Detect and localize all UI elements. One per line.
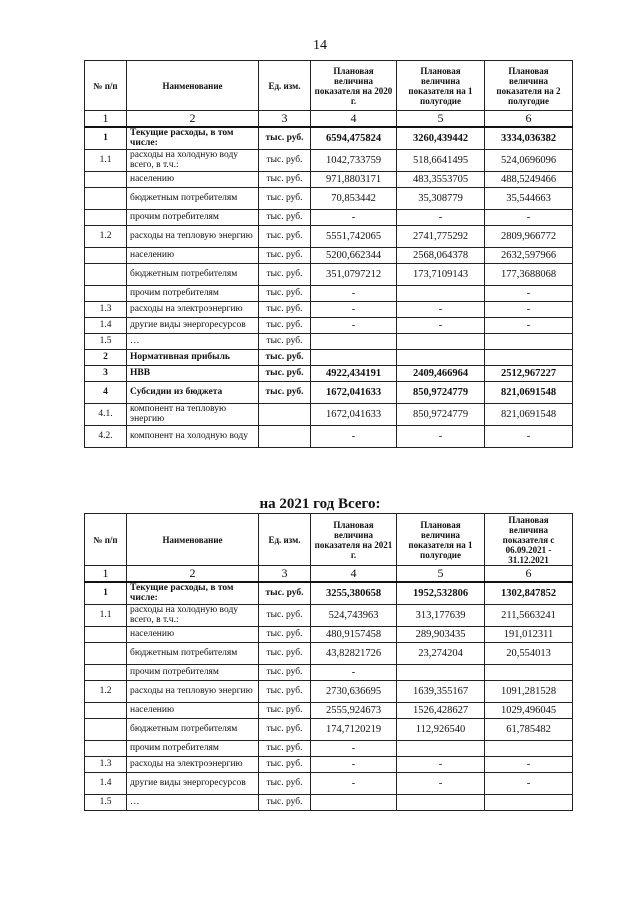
row-value: 20,554013 [485,642,573,664]
table-row [85,127,573,149]
row-value: 480,9157458 [311,626,397,642]
header-plan-year: Плановая величина показателя на 2021 г. [311,514,397,566]
table-row [85,225,573,247]
table-row [85,642,573,664]
header-name: Наименование [127,514,259,566]
row-value: 289,903435 [397,626,485,642]
row-number: 1.2 [85,225,127,247]
row-value: 1952,532806 [397,582,485,604]
row-name: Нормативная прибыль [127,349,259,365]
table-row [85,604,573,626]
table-row [85,756,573,772]
row-value: - [311,285,397,301]
table-row [85,772,573,794]
row-name: расходы на электроэнергию [127,301,259,317]
row-unit: тыс. руб. [259,209,311,225]
row-number: 1.4 [85,317,127,333]
colnum: 3 [259,566,311,583]
table-row [85,582,573,604]
table-row [85,209,573,225]
row-number [85,718,127,740]
header-plan-h2: Плановая величина показателя на 2 полугодие [485,61,573,111]
row-value: 4922,434191 [311,365,397,381]
row-value [485,740,573,756]
row-unit: тыс. руб. [259,285,311,301]
row-value: 1672,041633 [311,381,397,403]
row-value: - [311,740,397,756]
row-value [397,285,485,301]
row-value: - [397,317,485,333]
row-value [485,333,573,349]
row-value: 211,5663241 [485,604,573,626]
row-number: 1.5 [85,794,127,810]
row-value: 3260,439442 [397,127,485,149]
row-value: 2568,064378 [397,247,485,263]
row-unit: тыс. руб. [259,702,311,718]
row-name: прочим потребителям [127,740,259,756]
table-row [85,403,573,425]
row-value [485,349,573,365]
row-name: населению [127,702,259,718]
row-value: - [397,209,485,225]
row-unit: тыс. руб. [259,349,311,365]
column-number-row [85,566,573,583]
row-value: 2632,597966 [485,247,573,263]
row-value: 351,0797212 [311,263,397,285]
table-row [85,664,573,680]
row-number [85,285,127,301]
row-value: 112,926540 [397,718,485,740]
row-number [85,209,127,225]
row-value: - [311,756,397,772]
row-value: 1302,847852 [485,582,573,604]
row-value: 2741,775292 [397,225,485,247]
row-value [397,664,485,680]
header-plan-period: Плановая величина показателя с 06.09.2021 - 31.12.2021 [485,514,573,566]
row-number [85,702,127,718]
row-unit: тыс. руб. [259,187,311,209]
row-value: - [311,772,397,794]
row-name: бюджетным потребителям [127,263,259,285]
row-name: другие виды энергоресурсов [127,317,259,333]
row-name: Текущие расходы, в том числе: [127,582,259,604]
row-value: 1639,355167 [397,680,485,702]
row-unit: тыс. руб. [259,718,311,740]
row-value [311,349,397,365]
row-unit: тыс. руб. [259,664,311,680]
row-number: 1.5 [85,333,127,349]
row-value: 483,3553705 [397,171,485,187]
row-value: 821,0691548 [485,403,573,425]
table-row [85,301,573,317]
table-row [85,365,573,381]
row-unit: тыс. руб. [259,171,311,187]
row-name: бюджетным потребителям [127,642,259,664]
row-value [485,664,573,680]
table-header-row [85,61,573,111]
row-value: - [485,772,573,794]
row-value: - [311,425,397,447]
row-unit: тыс. руб. [259,149,311,171]
row-value: 821,0691548 [485,381,573,403]
row-value: - [485,425,573,447]
row-value: 313,177639 [397,604,485,626]
row-name: населению [127,247,259,263]
row-value: 850,9724779 [397,381,485,403]
row-value [311,333,397,349]
row-value: 518,6641495 [397,149,485,171]
row-value: 2555,924673 [311,702,397,718]
row-number: 1 [85,582,127,604]
section-subtitle: на 2021 год Всего: [259,496,381,512]
row-unit: тыс. руб. [259,381,311,403]
table-row [85,263,573,285]
row-number [85,187,127,209]
row-value: 1042,733759 [311,149,397,171]
row-name: населению [127,171,259,187]
row-value: 524,743963 [311,604,397,626]
row-number [85,171,127,187]
table-row [85,149,573,171]
row-name: расходы на холодную воду всего, в т.ч.: [127,604,259,626]
row-number: 1.4 [85,772,127,794]
colnum: 6 [485,111,573,128]
row-unit [259,425,311,447]
table-row [85,702,573,718]
table-2020 [84,60,573,448]
row-value: 1091,281528 [485,680,573,702]
header-plan-h1: Плановая величина показателя на 1 полугодие [397,514,485,566]
row-number: 2 [85,349,127,365]
table-row [85,718,573,740]
row-value: 43,82821726 [311,642,397,664]
colnum: 6 [485,566,573,583]
row-name: бюджетным потребителям [127,718,259,740]
row-value: - [485,285,573,301]
table-2021 [84,513,573,811]
table-row [85,349,573,365]
row-value: 850,9724779 [397,403,485,425]
row-name: расходы на электроэнергию [127,756,259,772]
row-name: прочим потребителям [127,664,259,680]
row-number: 4.2. [85,425,127,447]
colnum: 2 [127,566,259,583]
row-unit: тыс. руб. [259,772,311,794]
row-unit: тыс. руб. [259,642,311,664]
row-value: 2409,466964 [397,365,485,381]
row-value: 35,308779 [397,187,485,209]
row-unit: тыс. руб. [259,626,311,642]
table-row [85,285,573,301]
row-value: - [397,772,485,794]
row-value: - [485,209,573,225]
row-value: 3334,036382 [485,127,573,149]
row-value: - [311,317,397,333]
row-number: 1.3 [85,301,127,317]
row-value: 174,7120219 [311,718,397,740]
row-number [85,263,127,285]
row-value: 2512,967227 [485,365,573,381]
table-row [85,333,573,349]
colnum: 2 [127,111,259,128]
row-number: 3 [85,365,127,381]
row-value [397,794,485,810]
row-name: расходы на холодную воду всего, в т.ч.: [127,149,259,171]
row-number: 1.2 [85,680,127,702]
table-row [85,381,573,403]
row-value [397,740,485,756]
row-unit: тыс. руб. [259,756,311,772]
row-value: - [311,209,397,225]
row-value: 1029,496045 [485,702,573,718]
row-value [485,794,573,810]
header-unit: Ед. изм. [259,61,311,111]
row-unit: тыс. руб. [259,794,311,810]
row-name: … [127,333,259,349]
row-name: прочим потребителям [127,285,259,301]
row-value: 35,544663 [485,187,573,209]
table-row [85,425,573,447]
row-name: Текущие расходы, в том числе: [127,127,259,149]
row-value: - [485,317,573,333]
row-unit: тыс. руб. [259,582,311,604]
row-value: 177,3688068 [485,263,573,285]
row-value: 524,0696096 [485,149,573,171]
row-name: другие виды энергоресурсов [127,772,259,794]
row-unit: тыс. руб. [259,680,311,702]
row-number [85,247,127,263]
table-header-row [85,514,573,566]
row-name: населению [127,626,259,642]
colnum: 3 [259,111,311,128]
row-value: 6594,475824 [311,127,397,149]
row-value: - [485,301,573,317]
row-value: 70,853442 [311,187,397,209]
row-value: 173,7109143 [397,263,485,285]
row-value: 488,5249466 [485,171,573,187]
row-value: 5200,662344 [311,247,397,263]
row-value [311,794,397,810]
row-name: НВВ [127,365,259,381]
row-unit [259,403,311,425]
row-value: 971,8803171 [311,171,397,187]
row-unit: тыс. руб. [259,317,311,333]
row-value: 5551,742065 [311,225,397,247]
row-value: 191,012311 [485,626,573,642]
row-value: 2730,636695 [311,680,397,702]
row-unit: тыс. руб. [259,333,311,349]
table-row [85,626,573,642]
row-unit: тыс. руб. [259,301,311,317]
row-unit: тыс. руб. [259,247,311,263]
row-name: бюджетным потребителям [127,187,259,209]
row-number [85,740,127,756]
row-name: компонент на тепловую энергию [127,403,259,425]
colnum: 5 [397,566,485,583]
table-row [85,794,573,810]
row-unit: тыс. руб. [259,604,311,626]
column-number-row [85,111,573,128]
row-number: 4.1. [85,403,127,425]
header-no: № п/п [85,514,127,566]
row-value: 2809,966772 [485,225,573,247]
row-value [397,333,485,349]
row-name: прочим потребителям [127,209,259,225]
row-unit: тыс. руб. [259,740,311,756]
row-number: 1.1 [85,149,127,171]
row-number: 1 [85,127,127,149]
row-value: - [397,301,485,317]
row-value: - [485,756,573,772]
colnum: 1 [85,566,127,583]
table-row [85,247,573,263]
row-number: 1.3 [85,756,127,772]
row-number [85,642,127,664]
row-number: 4 [85,381,127,403]
row-name: расходы на тепловую энергию [127,680,259,702]
row-unit: тыс. руб. [259,127,311,149]
row-value: 3255,380658 [311,582,397,604]
header-plan-h1: Плановая величина показателя на 1 полугодие [397,61,485,111]
header-no: № п/п [85,61,127,111]
row-value: 23,274204 [397,642,485,664]
table-row [85,171,573,187]
row-name: расходы на тепловую энергию [127,225,259,247]
header-unit: Ед. изм. [259,514,311,566]
row-value: - [397,425,485,447]
row-unit: тыс. руб. [259,225,311,247]
row-name: … [127,794,259,810]
colnum: 4 [311,111,397,128]
table-row [85,680,573,702]
colnum: 1 [85,111,127,128]
header-name: Наименование [127,61,259,111]
row-value: 61,785482 [485,718,573,740]
row-value: - [311,301,397,317]
row-number: 1.1 [85,604,127,626]
row-number [85,626,127,642]
row-value: - [397,756,485,772]
table-row [85,317,573,333]
page-number: 14 [313,38,327,53]
colnum: 5 [397,111,485,128]
row-name: Субсидии из бюджета [127,381,259,403]
table-row [85,187,573,209]
colnum: 4 [311,566,397,583]
row-unit: тыс. руб. [259,365,311,381]
row-value: 1526,428627 [397,702,485,718]
row-value [397,349,485,365]
table-row [85,740,573,756]
header-plan-year: Плановая величина показателя на 2020 г. [311,61,397,111]
row-unit: тыс. руб. [259,263,311,285]
row-name: компонент на холодную воду [127,425,259,447]
row-value: - [311,664,397,680]
row-number [85,664,127,680]
row-value: 1672,041633 [311,403,397,425]
